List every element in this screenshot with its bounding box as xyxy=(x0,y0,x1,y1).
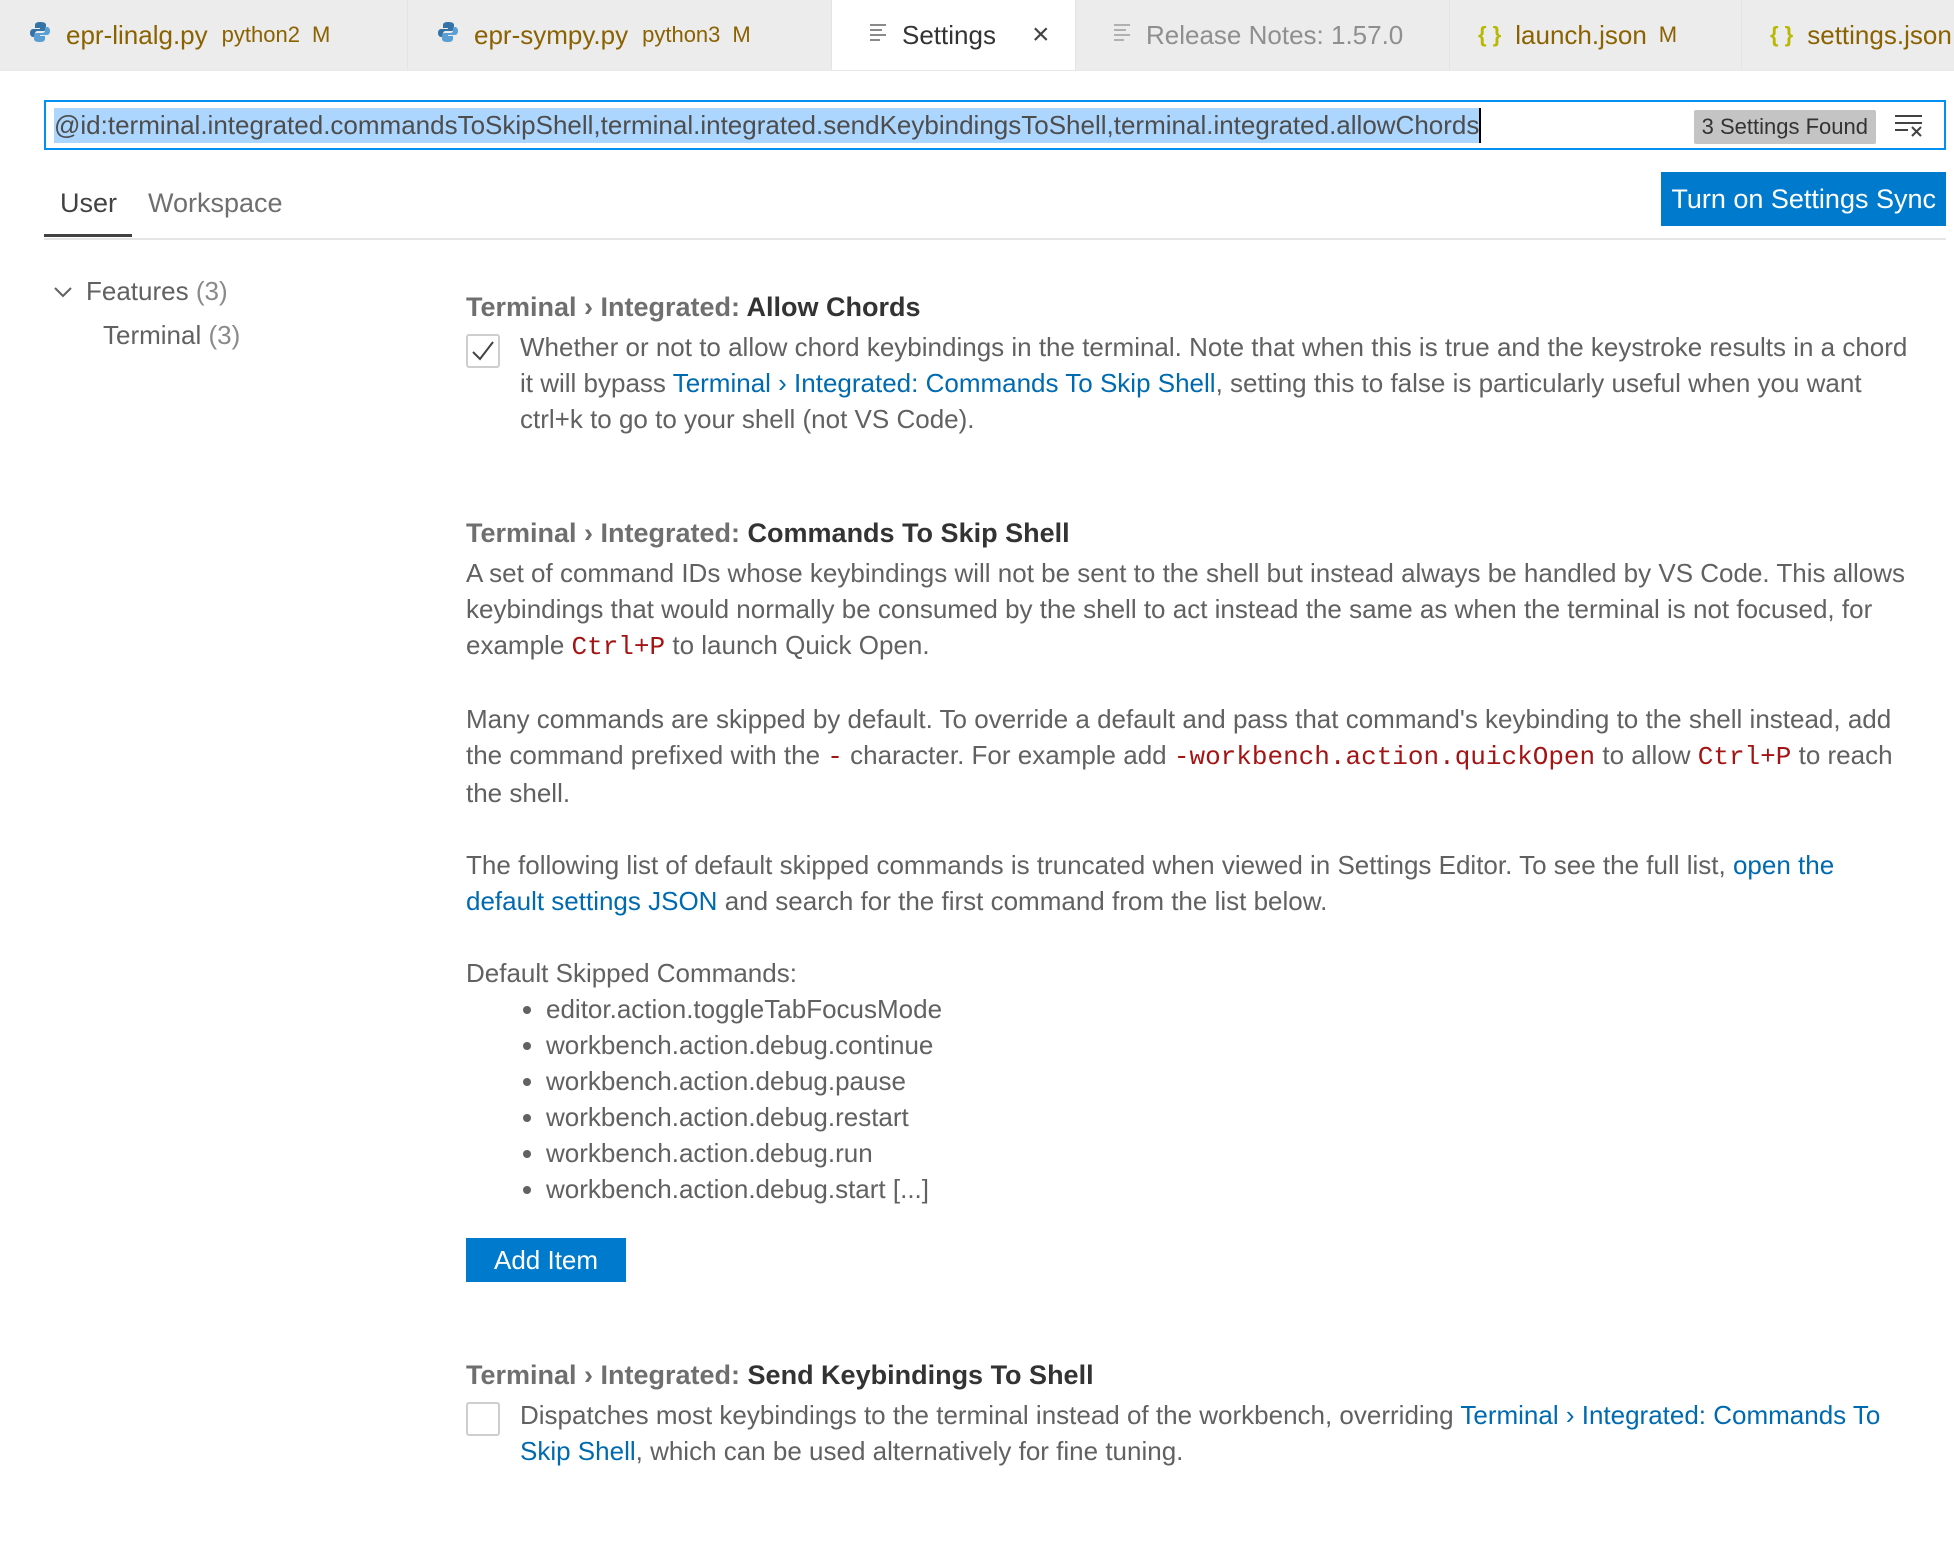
description-text: Whether or not to allow chord keybindings in the terminal. Note that when this is true and the keystroke results in a chord it will bypass xyxy=(520,332,1908,398)
setting-category: Terminal › Integrated: xyxy=(466,518,748,548)
setting-allow-chords xyxy=(466,292,1916,437)
list-item: • workbench.action.debug.start [...] xyxy=(546,1171,1916,1207)
description-text: Dispatches most keybindings to the terminal instead of the workbench, overriding xyxy=(520,1400,1461,1430)
toc-label: Features xyxy=(86,276,189,306)
list-item: • workbench.action.debug.restart xyxy=(546,1099,1916,1135)
inline-code: - xyxy=(827,742,843,772)
description-text: , which can be used alternatively for fine tuning. xyxy=(635,1436,1184,1466)
add-item-button[interactable]: Add Item xyxy=(466,1238,626,1282)
tab-label: Release Notes: 1.57.0 xyxy=(1146,19,1404,50)
description-text: to allow xyxy=(1595,740,1698,770)
tab-release-notes[interactable] xyxy=(1076,0,1450,70)
chevron-down-icon xyxy=(52,281,74,303)
tab-label: epr-linalg.py xyxy=(66,19,208,50)
description-text: The following list of default skipped commands is truncated when viewed in Settings Editor. To see the full list, xyxy=(466,850,1733,880)
setting-key: Allow Chords xyxy=(746,292,921,322)
tab-epr-sympy[interactable] xyxy=(408,0,832,70)
tab-label: epr-sympy.py xyxy=(474,19,629,50)
settings-scope-tabs xyxy=(44,180,1946,240)
list-item: • workbench.action.debug.pause xyxy=(546,1063,1916,1099)
clear-filter-icon[interactable] xyxy=(1894,112,1924,138)
setting-commands-to-skip-shell xyxy=(466,518,1916,1207)
setting-link[interactable]: Terminal › Integrated: Commands To Skip Shell xyxy=(520,1400,1881,1466)
settings-count-badge: 3 Settings Found xyxy=(1694,110,1876,144)
tab-label: launch.json xyxy=(1515,19,1647,50)
default-skipped-commands-list xyxy=(466,991,1916,1207)
inline-code: Ctrl+P xyxy=(1697,742,1792,772)
description-text: , setting this to false is particularly useful when you want ctrl+k to go to your shell (not VS Code). xyxy=(520,368,1862,434)
description-paragraph xyxy=(466,701,1916,811)
setting-category: Terminal › Integrated: xyxy=(466,292,747,322)
python-icon xyxy=(436,20,460,50)
tab-epr-linalg[interactable] xyxy=(0,0,408,70)
tab-label: settings.json xyxy=(1807,19,1952,50)
tab-description: python3 xyxy=(642,22,721,47)
toc-count: (3) xyxy=(195,276,228,306)
setting-category: Terminal › Integrated: xyxy=(466,1360,748,1390)
editor-tab-bar xyxy=(0,0,1954,71)
send-keybindings-checkbox[interactable] xyxy=(466,1402,500,1436)
json-icon: { } xyxy=(1478,22,1502,47)
checkmark-icon xyxy=(468,336,498,366)
description-text: to launch Quick Open. xyxy=(665,630,930,660)
description-paragraph xyxy=(466,847,1916,919)
setting-key: Commands To Skip Shell xyxy=(747,518,1070,548)
list-item: • editor.action.toggleTabFocusMode xyxy=(546,991,1916,1027)
list-item: • workbench.action.debug.continue xyxy=(546,1027,1916,1063)
tab-settings-json[interactable] xyxy=(1742,0,1954,70)
toc-item-terminal[interactable] xyxy=(103,320,240,351)
setting-title xyxy=(466,1360,1916,1391)
setting-send-keybindings-to-shell xyxy=(466,1360,1916,1469)
settings-search-box[interactable] xyxy=(44,100,1946,150)
tab-description: python2 xyxy=(221,22,300,47)
description-paragraph xyxy=(466,555,1916,665)
document-icon xyxy=(1112,21,1132,49)
tab-user[interactable]: User xyxy=(60,188,118,218)
json-icon: { } xyxy=(1770,22,1794,47)
allow-chords-checkbox[interactable] xyxy=(466,334,500,368)
inline-code: -workbench.action.quickOpen xyxy=(1173,742,1596,772)
tab-workspace[interactable]: Workspace xyxy=(148,188,283,218)
settings-file-icon xyxy=(868,21,888,49)
python-icon xyxy=(28,20,52,50)
tab-label: Settings xyxy=(902,19,996,50)
search-input[interactable]: @id:terminal.integrated.commandsToSkipShell,terminal.integrated.sendKeybindingsToShell,terminal.integrated.allowChords xyxy=(54,108,1481,143)
toc-count: (3) xyxy=(208,320,241,350)
toc-item-features[interactable] xyxy=(52,276,228,307)
setting-description xyxy=(520,329,1916,437)
description-text: to reach the shell. xyxy=(466,740,1893,808)
toc-label: Terminal xyxy=(103,320,202,350)
setting-title xyxy=(466,518,1916,549)
turn-on-settings-sync-button[interactable]: Turn on Settings Sync xyxy=(1661,172,1946,226)
setting-title xyxy=(466,292,1916,323)
setting-description xyxy=(520,1397,1916,1469)
list-item: • workbench.action.debug.run xyxy=(546,1135,1916,1171)
default-skipped-title: Default Skipped Commands: xyxy=(466,958,797,988)
setting-description xyxy=(466,555,1916,1207)
modified-indicator: M xyxy=(732,22,751,47)
description-text: A set of command IDs whose keybindings will not be sent to the shell but instead always be handled by VS Code. This allows keybindings that would normally be consumed by the shell to act instead the same as when the terminal is not focused, for example xyxy=(466,558,1905,660)
inline-code: Ctrl+P xyxy=(571,632,666,662)
description-text: and search for the first command from the list below. xyxy=(717,886,1328,916)
tab-settings[interactable] xyxy=(832,0,1076,70)
tab-launch-json[interactable] xyxy=(1450,0,1742,70)
modified-indicator: M xyxy=(311,22,331,47)
active-tab-underline xyxy=(44,234,132,237)
open-default-settings-link[interactable]: open the default settings JSON xyxy=(466,850,1835,916)
description-text: character. For example add xyxy=(842,740,1174,770)
close-icon[interactable]: × xyxy=(1031,18,1050,51)
description-text: Many commands are skipped by default. To override a default and pass that command's keybinding to the shell instead, add the command prefixed with the xyxy=(466,704,1892,770)
setting-link[interactable]: Terminal › Integrated: Commands To Skip Shell xyxy=(672,368,1216,398)
setting-key: Send Keybindings To Shell xyxy=(747,1360,1094,1390)
modified-indicator: M xyxy=(1658,22,1678,47)
